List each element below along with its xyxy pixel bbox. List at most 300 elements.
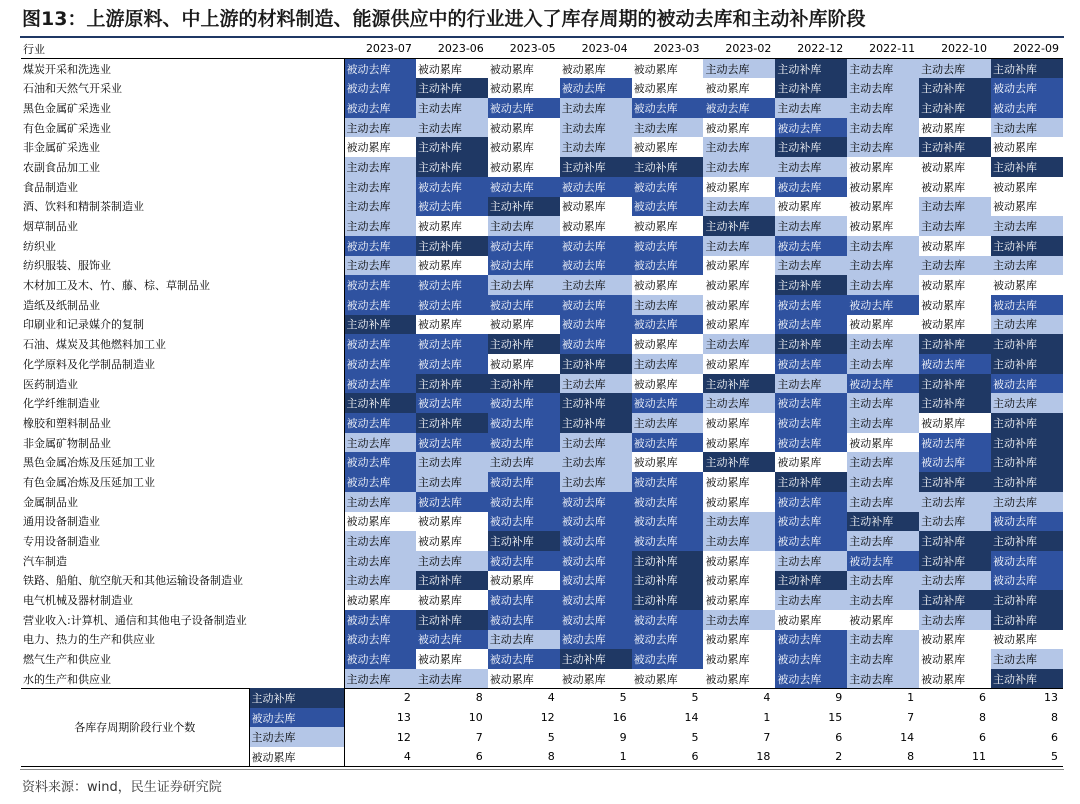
table-row xyxy=(21,236,1063,256)
industry-name: 橡胶和塑料制品业 xyxy=(21,413,344,433)
stage-cell: 被动去库 xyxy=(344,413,416,433)
stage-cell: 被动去库 xyxy=(991,98,1063,118)
summary-count: 13 xyxy=(1044,691,1058,705)
industry-name: 化学原料及化学制品制造业 xyxy=(21,354,344,374)
table-row xyxy=(21,492,1063,512)
stage-cell: 被动累库 xyxy=(703,413,775,433)
stage-cell: 主动去库 xyxy=(703,137,775,157)
stage-cell: 主动补库 xyxy=(919,590,991,610)
stage-cell: 主动补库 xyxy=(919,551,991,571)
month-header: 2023-03 xyxy=(632,39,704,59)
table-row xyxy=(21,137,1063,157)
stage-cell: 被动累库 xyxy=(560,216,632,236)
stage-cell: 被动去库 xyxy=(488,492,560,512)
stage-cell: 主动去库 xyxy=(847,78,919,98)
table-row xyxy=(21,551,1063,571)
stage-cell: 主动去库 xyxy=(416,669,488,689)
stage-cell: 被动去库 xyxy=(488,98,560,118)
stage-cell: 主动补库 xyxy=(919,531,991,551)
stage-cell: 被动去库 xyxy=(344,236,416,256)
stage-cell: 主动补库 xyxy=(775,137,847,157)
stage-cell: 被动累库 xyxy=(703,256,775,276)
industry-name: 印刷业和记录媒介的复制 xyxy=(21,315,344,335)
stage-cell: 被动去库 xyxy=(703,98,775,118)
summary-count: 7 xyxy=(763,730,771,744)
table-row xyxy=(21,315,1063,335)
stage-cell: 被动去库 xyxy=(488,610,560,630)
stage-cell: 主动补库 xyxy=(560,393,632,413)
industry-name: 通用设备制造业 xyxy=(21,512,344,532)
stage-cell: 被动累库 xyxy=(919,157,991,177)
stage-cell: 主动补库 xyxy=(488,197,560,217)
stage-cell: 主动去库 xyxy=(416,118,488,138)
stage-cell: 主动去库 xyxy=(775,551,847,571)
stage-cell: 被动累库 xyxy=(919,649,991,669)
stage-cell: 被动去库 xyxy=(416,177,488,197)
stage-cell: 主动去库 xyxy=(919,610,991,630)
summary-count: 9 xyxy=(619,730,627,744)
industry-name: 有色金属冶炼及压延加工业 xyxy=(21,472,344,492)
stage-cell: 主动去库 xyxy=(416,98,488,118)
stage-cell: 主动去库 xyxy=(560,374,632,394)
stage-cell: 主动去库 xyxy=(847,531,919,551)
industry-name: 煤炭开采和洗选业 xyxy=(21,59,344,79)
stage-cell: 被动去库 xyxy=(775,492,847,512)
stage-cell: 主动去库 xyxy=(344,531,416,551)
stage-cell: 被动去库 xyxy=(775,531,847,551)
top-rule xyxy=(20,36,1064,38)
stage-cell: 主动去库 xyxy=(344,256,416,276)
stage-cell: 被动去库 xyxy=(560,610,632,630)
stage-cell: 被动去库 xyxy=(919,433,991,453)
stage-cell: 主动去库 xyxy=(847,571,919,591)
stage-cell: 主动去库 xyxy=(919,512,991,532)
stage-cell: 被动去库 xyxy=(632,512,704,532)
month-header: 2023-02 xyxy=(703,39,775,59)
stage-cell: 被动累库 xyxy=(775,452,847,472)
industry-name: 酒、饮料和精制茶制造业 xyxy=(21,197,344,217)
stage-cell: 被动累库 xyxy=(703,177,775,197)
stage-cell: 主动去库 xyxy=(775,157,847,177)
figure-title: 图13：上游原料、中上游的材料制造、能源供应中的行业进入了库存周期的被动去库和主动补库阶段 xyxy=(22,8,866,30)
stage-cell: 被动去库 xyxy=(919,452,991,472)
table-row xyxy=(21,610,1063,630)
stage-cell: 主动补库 xyxy=(991,157,1063,177)
stage-cell: 被动去库 xyxy=(560,334,632,354)
summary-count: 4 xyxy=(344,747,416,767)
stage-cell: 被动去库 xyxy=(416,354,488,374)
stage-cell: 被动去库 xyxy=(344,354,416,374)
stage-cell: 被动去库 xyxy=(560,256,632,276)
stage-cell: 主动补库 xyxy=(991,354,1063,374)
stage-cell: 被动去库 xyxy=(775,649,847,669)
stage-cell: 被动去库 xyxy=(488,236,560,256)
stage-cell: 被动去库 xyxy=(416,630,488,650)
stage-cell: 主动去库 xyxy=(488,630,560,650)
stage-cell: 主动补库 xyxy=(344,393,416,413)
stage-cell: 主动补库 xyxy=(991,59,1063,79)
stage-cell: 主动去库 xyxy=(847,256,919,276)
industry-name: 医药制造业 xyxy=(21,374,344,394)
stage-cell: 被动去库 xyxy=(344,374,416,394)
stage-cell: 主动补库 xyxy=(632,590,704,610)
stage-cell: 被动去库 xyxy=(560,492,632,512)
stage-cell: 被动累库 xyxy=(703,118,775,138)
stage-cell: 主动去库 xyxy=(847,649,919,669)
stage-cell: 被动去库 xyxy=(775,295,847,315)
table-row xyxy=(21,649,1063,669)
stage-cell: 主动去库 xyxy=(488,275,560,295)
stage-cell: 主动去库 xyxy=(560,275,632,295)
table-row xyxy=(21,59,1063,79)
stage-cell: 被动去库 xyxy=(560,512,632,532)
stage-cell: 被动累库 xyxy=(991,197,1063,217)
stage-cell: 被动累库 xyxy=(416,512,488,532)
table-row xyxy=(21,78,1063,98)
stage-cell: 被动去库 xyxy=(632,256,704,276)
stage-cell: 主动去库 xyxy=(847,137,919,157)
stage-cell: 主动补库 xyxy=(991,472,1063,492)
stage-cell: 被动累库 xyxy=(703,551,775,571)
stage-cell: 被动累库 xyxy=(560,59,632,79)
stage-cell: 被动累库 xyxy=(847,197,919,217)
stage-cell: 被动去库 xyxy=(344,78,416,98)
stage-cell: 被动去库 xyxy=(416,492,488,512)
stage-cell: 被动去库 xyxy=(632,236,704,256)
stage-cell: 被动去库 xyxy=(416,197,488,217)
stage-cell: 被动去库 xyxy=(775,354,847,374)
stage-cell: 被动去库 xyxy=(344,452,416,472)
industry-name: 化学纤维制造业 xyxy=(21,393,344,413)
stage-cell: 主动补库 xyxy=(775,275,847,295)
stage-cell: 主动去库 xyxy=(847,98,919,118)
stage-cell: 被动去库 xyxy=(488,413,560,433)
summary-count: 2 xyxy=(403,691,411,705)
industry-name: 食品制造业 xyxy=(21,177,344,197)
stage-cell: 被动去库 xyxy=(847,374,919,394)
table-row xyxy=(21,630,1063,650)
stage-cell: 主动去库 xyxy=(991,393,1063,413)
stage-cell: 被动去库 xyxy=(344,472,416,492)
stage-cell: 被动去库 xyxy=(632,531,704,551)
stage-cell: 主动去库 xyxy=(560,137,632,157)
summary-stage-label: 主动去库 xyxy=(249,727,344,747)
stage-cell: 被动累库 xyxy=(416,649,488,669)
stage-cell: 被动累库 xyxy=(416,59,488,79)
stage-cell: 主动去库 xyxy=(991,649,1063,669)
stage-cell: 被动去库 xyxy=(632,177,704,197)
stage-cell: 主动补库 xyxy=(632,157,704,177)
stage-cell: 主动补库 xyxy=(919,78,991,98)
stage-cell: 被动去库 xyxy=(560,590,632,610)
stage-cell: 被动累库 xyxy=(703,649,775,669)
stage-cell: 被动累库 xyxy=(919,295,991,315)
stage-cell: 被动累库 xyxy=(847,610,919,630)
stage-cell: 主动补库 xyxy=(488,531,560,551)
stage-cell: 被动累库 xyxy=(632,452,704,472)
summary-count: 4 xyxy=(547,691,555,705)
stage-cell: 被动去库 xyxy=(991,78,1063,98)
industry-name: 汽车制造 xyxy=(21,551,344,571)
stage-cell: 主动补库 xyxy=(919,393,991,413)
table-row xyxy=(21,452,1063,472)
stage-cell: 被动去库 xyxy=(488,472,560,492)
stage-cell: 被动去库 xyxy=(775,630,847,650)
stage-cell: 被动累库 xyxy=(919,669,991,689)
stage-cell: 被动累库 xyxy=(919,118,991,138)
stage-cell: 主动补库 xyxy=(775,334,847,354)
table-row xyxy=(21,334,1063,354)
table-row xyxy=(21,157,1063,177)
stage-cell: 被动累库 xyxy=(991,275,1063,295)
stage-cell: 主动去库 xyxy=(488,452,560,472)
stage-cell: 被动累库 xyxy=(632,275,704,295)
month-header: 2023-05 xyxy=(488,39,560,59)
stage-cell: 被动去库 xyxy=(488,590,560,610)
summary-count: 12 xyxy=(396,730,411,744)
stage-cell: 被动累库 xyxy=(560,197,632,217)
stage-cell: 主动补库 xyxy=(991,590,1063,610)
stage-cell: 主动去库 xyxy=(344,492,416,512)
stage-cell: 被动累库 xyxy=(488,137,560,157)
stage-cell: 被动累库 xyxy=(703,669,775,689)
summary-count: 6 xyxy=(979,691,987,705)
table-row xyxy=(21,118,1063,138)
stage-cell: 被动去库 xyxy=(560,236,632,256)
table-row xyxy=(21,275,1063,295)
header-row xyxy=(21,39,1063,59)
stage-cell: 主动去库 xyxy=(560,433,632,453)
stage-cell: 被动去库 xyxy=(991,551,1063,571)
stage-cell: 被动累库 xyxy=(775,610,847,630)
summary-stage-label: 被动累库 xyxy=(249,747,344,767)
stage-cell: 主动去库 xyxy=(847,393,919,413)
stage-cell: 主动补库 xyxy=(919,98,991,118)
stage-cell: 被动累库 xyxy=(632,669,704,689)
stage-cell: 被动去库 xyxy=(991,571,1063,591)
table-row xyxy=(21,393,1063,413)
stage-cell: 主动去库 xyxy=(991,315,1063,335)
summary-count: 8 xyxy=(488,747,560,767)
stage-cell: 主动去库 xyxy=(488,216,560,236)
stage-cell: 被动去库 xyxy=(632,433,704,453)
summary-count: 6 xyxy=(416,747,488,767)
stage-cell: 被动累库 xyxy=(703,354,775,374)
stage-cell: 主动去库 xyxy=(775,374,847,394)
stage-cell: 主动去库 xyxy=(991,256,1063,276)
stage-cell: 被动累库 xyxy=(991,177,1063,197)
stage-cell: 主动去库 xyxy=(847,275,919,295)
table-row xyxy=(21,669,1063,689)
stage-cell: 主动补库 xyxy=(775,571,847,591)
stage-cell: 主动补库 xyxy=(416,157,488,177)
stage-cell: 主动去库 xyxy=(344,197,416,217)
summary-count: 13 xyxy=(396,711,411,725)
stage-cell: 主动补库 xyxy=(991,433,1063,453)
stage-cell: 主动去库 xyxy=(703,157,775,177)
stage-cell: 被动去库 xyxy=(416,275,488,295)
stage-cell: 被动去库 xyxy=(775,236,847,256)
stage-cell: 被动去库 xyxy=(775,393,847,413)
stage-cell: 主动去库 xyxy=(703,334,775,354)
stage-cell: 被动累库 xyxy=(560,669,632,689)
stage-cell: 被动去库 xyxy=(632,98,704,118)
stage-cell: 被动去库 xyxy=(488,177,560,197)
inventory-cycle-table xyxy=(21,39,1063,689)
stage-cell: 主动补库 xyxy=(991,669,1063,689)
stage-cell: 被动去库 xyxy=(488,512,560,532)
stage-cell: 主动补库 xyxy=(703,452,775,472)
stage-cell: 主动补库 xyxy=(991,610,1063,630)
stage-cell: 被动累库 xyxy=(632,137,704,157)
stage-cell: 被动累库 xyxy=(632,374,704,394)
stage-cell: 被动累库 xyxy=(488,118,560,138)
stage-cell: 被动去库 xyxy=(416,295,488,315)
stage-cell: 被动累库 xyxy=(919,275,991,295)
stage-cell: 主动补库 xyxy=(560,157,632,177)
stage-cell: 被动去库 xyxy=(847,295,919,315)
stage-cell: 被动累库 xyxy=(416,216,488,236)
stage-cell: 被动去库 xyxy=(632,630,704,650)
row-header-label: 行业 xyxy=(21,39,344,59)
stage-cell: 被动去库 xyxy=(560,630,632,650)
table-row xyxy=(21,531,1063,551)
summary-count: 12 xyxy=(540,711,555,725)
industry-name: 造纸及纸制品业 xyxy=(21,295,344,315)
stage-cell: 被动累库 xyxy=(416,531,488,551)
stage-cell: 被动累库 xyxy=(919,177,991,197)
table-row xyxy=(21,177,1063,197)
stage-cell: 主动补库 xyxy=(560,649,632,669)
stage-cell: 主动去库 xyxy=(847,236,919,256)
summary-count: 8 xyxy=(475,691,483,705)
stage-cell: 主动补库 xyxy=(560,413,632,433)
stage-cell: 被动累库 xyxy=(703,571,775,591)
summary-count: 1 xyxy=(763,711,771,725)
stage-cell: 主动补库 xyxy=(991,413,1063,433)
industry-name: 烟草制品业 xyxy=(21,216,344,236)
summary-count: 5 xyxy=(691,691,699,705)
stage-cell: 被动累库 xyxy=(703,590,775,610)
table-row xyxy=(21,98,1063,118)
industry-name: 专用设备制造业 xyxy=(21,531,344,551)
stage-cell: 主动去库 xyxy=(344,177,416,197)
summary-count: 14 xyxy=(900,730,915,744)
summary-count: 6 xyxy=(632,747,704,767)
summary-count: 18 xyxy=(703,747,775,767)
industry-name: 水的生产和供应业 xyxy=(21,669,344,689)
table-row xyxy=(21,590,1063,610)
stage-cell: 主动补库 xyxy=(703,216,775,236)
stage-cell: 主动去库 xyxy=(632,118,704,138)
stage-cell: 主动去库 xyxy=(775,98,847,118)
stage-cell: 被动累库 xyxy=(703,295,775,315)
stage-cell: 被动累库 xyxy=(847,216,919,236)
stage-cell: 被动累库 xyxy=(488,315,560,335)
stage-cell: 被动累库 xyxy=(632,216,704,236)
stage-cell: 被动累库 xyxy=(703,630,775,650)
summary-table xyxy=(21,688,1063,767)
stage-cell: 被动去库 xyxy=(560,177,632,197)
stage-cell: 主动补库 xyxy=(416,78,488,98)
stage-cell: 被动去库 xyxy=(991,295,1063,315)
stage-cell: 主动补库 xyxy=(991,236,1063,256)
industry-name: 燃气生产和供应业 xyxy=(21,649,344,669)
summary-stage-label: 被动去库 xyxy=(249,708,344,728)
summary-count: 9 xyxy=(835,691,843,705)
stage-cell: 被动去库 xyxy=(344,649,416,669)
table-row xyxy=(21,197,1063,217)
stage-cell: 主动去库 xyxy=(775,590,847,610)
month-header: 2023-04 xyxy=(560,39,632,59)
stage-cell: 被动累库 xyxy=(416,256,488,276)
stage-cell: 被动累库 xyxy=(488,157,560,177)
industry-name: 黑色金属冶炼及压延加工业 xyxy=(21,452,344,472)
stage-cell: 被动去库 xyxy=(775,118,847,138)
stage-cell: 主动去库 xyxy=(847,472,919,492)
industry-name: 电气机械及器材制造业 xyxy=(21,590,344,610)
stage-cell: 被动去库 xyxy=(560,315,632,335)
summary-count: 6 xyxy=(979,730,987,744)
stage-cell: 主动补库 xyxy=(560,354,632,374)
stage-cell: 主动补库 xyxy=(632,571,704,591)
stage-cell: 主动去库 xyxy=(703,531,775,551)
stage-cell: 主动去库 xyxy=(919,571,991,591)
stage-cell: 主动去库 xyxy=(703,59,775,79)
stage-cell: 被动去库 xyxy=(632,492,704,512)
stage-cell: 主动去库 xyxy=(919,216,991,236)
stage-cell: 被动累库 xyxy=(632,78,704,98)
stage-cell: 被动累库 xyxy=(488,59,560,79)
table-row xyxy=(21,571,1063,591)
summary-count: 7 xyxy=(475,730,483,744)
stage-cell: 被动去库 xyxy=(632,610,704,630)
stage-cell: 主动去库 xyxy=(560,98,632,118)
stage-cell: 主动去库 xyxy=(847,669,919,689)
stage-cell: 主动去库 xyxy=(847,334,919,354)
summary-count: 8 xyxy=(979,711,987,725)
stage-cell: 被动累库 xyxy=(847,315,919,335)
stage-cell: 被动去库 xyxy=(775,512,847,532)
summary-count: 14 xyxy=(684,711,699,725)
stage-cell: 主动去库 xyxy=(416,551,488,571)
month-header: 2022-12 xyxy=(775,39,847,59)
stage-cell: 主动补库 xyxy=(991,452,1063,472)
stage-cell: 被动去库 xyxy=(560,571,632,591)
stage-cell: 被动去库 xyxy=(560,295,632,315)
stage-cell: 主动补库 xyxy=(416,137,488,157)
stage-cell: 主动去库 xyxy=(775,256,847,276)
table-row xyxy=(21,295,1063,315)
stage-cell: 被动累库 xyxy=(919,630,991,650)
stage-cell: 主动去库 xyxy=(632,413,704,433)
stage-cell: 被动去库 xyxy=(416,393,488,413)
stage-cell: 被动累库 xyxy=(344,590,416,610)
stage-cell: 主动补库 xyxy=(919,137,991,157)
stage-cell: 主动补库 xyxy=(703,374,775,394)
stage-cell: 被动去库 xyxy=(632,315,704,335)
summary-group-label: 各库存周期阶段行业个数 xyxy=(21,688,249,767)
stage-cell: 被动累库 xyxy=(991,137,1063,157)
stage-cell: 主动去库 xyxy=(632,295,704,315)
month-header: 2022-11 xyxy=(847,39,919,59)
stage-cell: 主动去库 xyxy=(703,197,775,217)
summary-count: 1 xyxy=(907,691,915,705)
stage-cell: 被动去库 xyxy=(488,649,560,669)
stage-cell: 被动累库 xyxy=(919,315,991,335)
table-row xyxy=(21,354,1063,374)
stage-cell: 主动去库 xyxy=(344,669,416,689)
